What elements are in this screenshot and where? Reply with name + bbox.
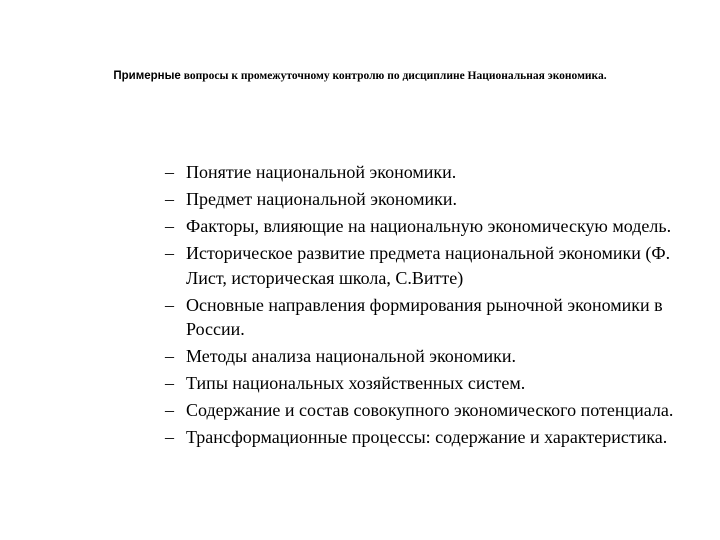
bullet-dash: – [165, 373, 174, 393]
bullet-dash: – [165, 189, 174, 209]
bullet-dash: – [165, 294, 174, 315]
list-item [160, 344, 680, 369]
bullet-dash: – [165, 346, 174, 366]
list-item [160, 425, 680, 450]
bullet-dash: – [165, 216, 174, 236]
list-item-text: Факторы, влияющие на национальную экономическую модель. [186, 216, 672, 236]
title-rest: вопросы к промежуточному контролю по дисциплине Национальная экономика. [180, 70, 607, 82]
questions-list [160, 160, 680, 452]
document-title [80, 67, 640, 86]
list-item-text: Типы национальных хозяйственных систем. [186, 373, 526, 393]
list-item [160, 398, 680, 423]
title-lead: Примерные [113, 70, 181, 82]
list-item [160, 371, 680, 396]
list-item-text: Содержание и состав совокупного экономического потенциала. [186, 400, 674, 420]
list-item-text: Предмет национальной экономики. [186, 189, 458, 209]
list-item-text: Методы анализа национальной экономики. [186, 346, 516, 366]
list-item [160, 293, 680, 342]
list-item-text: Понятие национальной экономики. [186, 162, 457, 182]
bullet-dash: – [165, 400, 174, 420]
list-item [160, 214, 680, 239]
list-item [160, 160, 680, 185]
list-item [160, 187, 680, 212]
bullet-dash: – [165, 162, 174, 182]
list-item-text: Историческое развитие предмета национальной экономики (Ф. Лист, историческая школа, С.Витте) [186, 243, 671, 288]
list-item-text: Основные направления формирования рыночной экономики в России. [186, 294, 663, 339]
list-item-text: Трансформационные процессы: содержание и характеристика. [186, 427, 668, 447]
list-item [160, 241, 680, 290]
bullet-dash: – [165, 427, 174, 447]
bullet-dash: – [165, 243, 174, 263]
